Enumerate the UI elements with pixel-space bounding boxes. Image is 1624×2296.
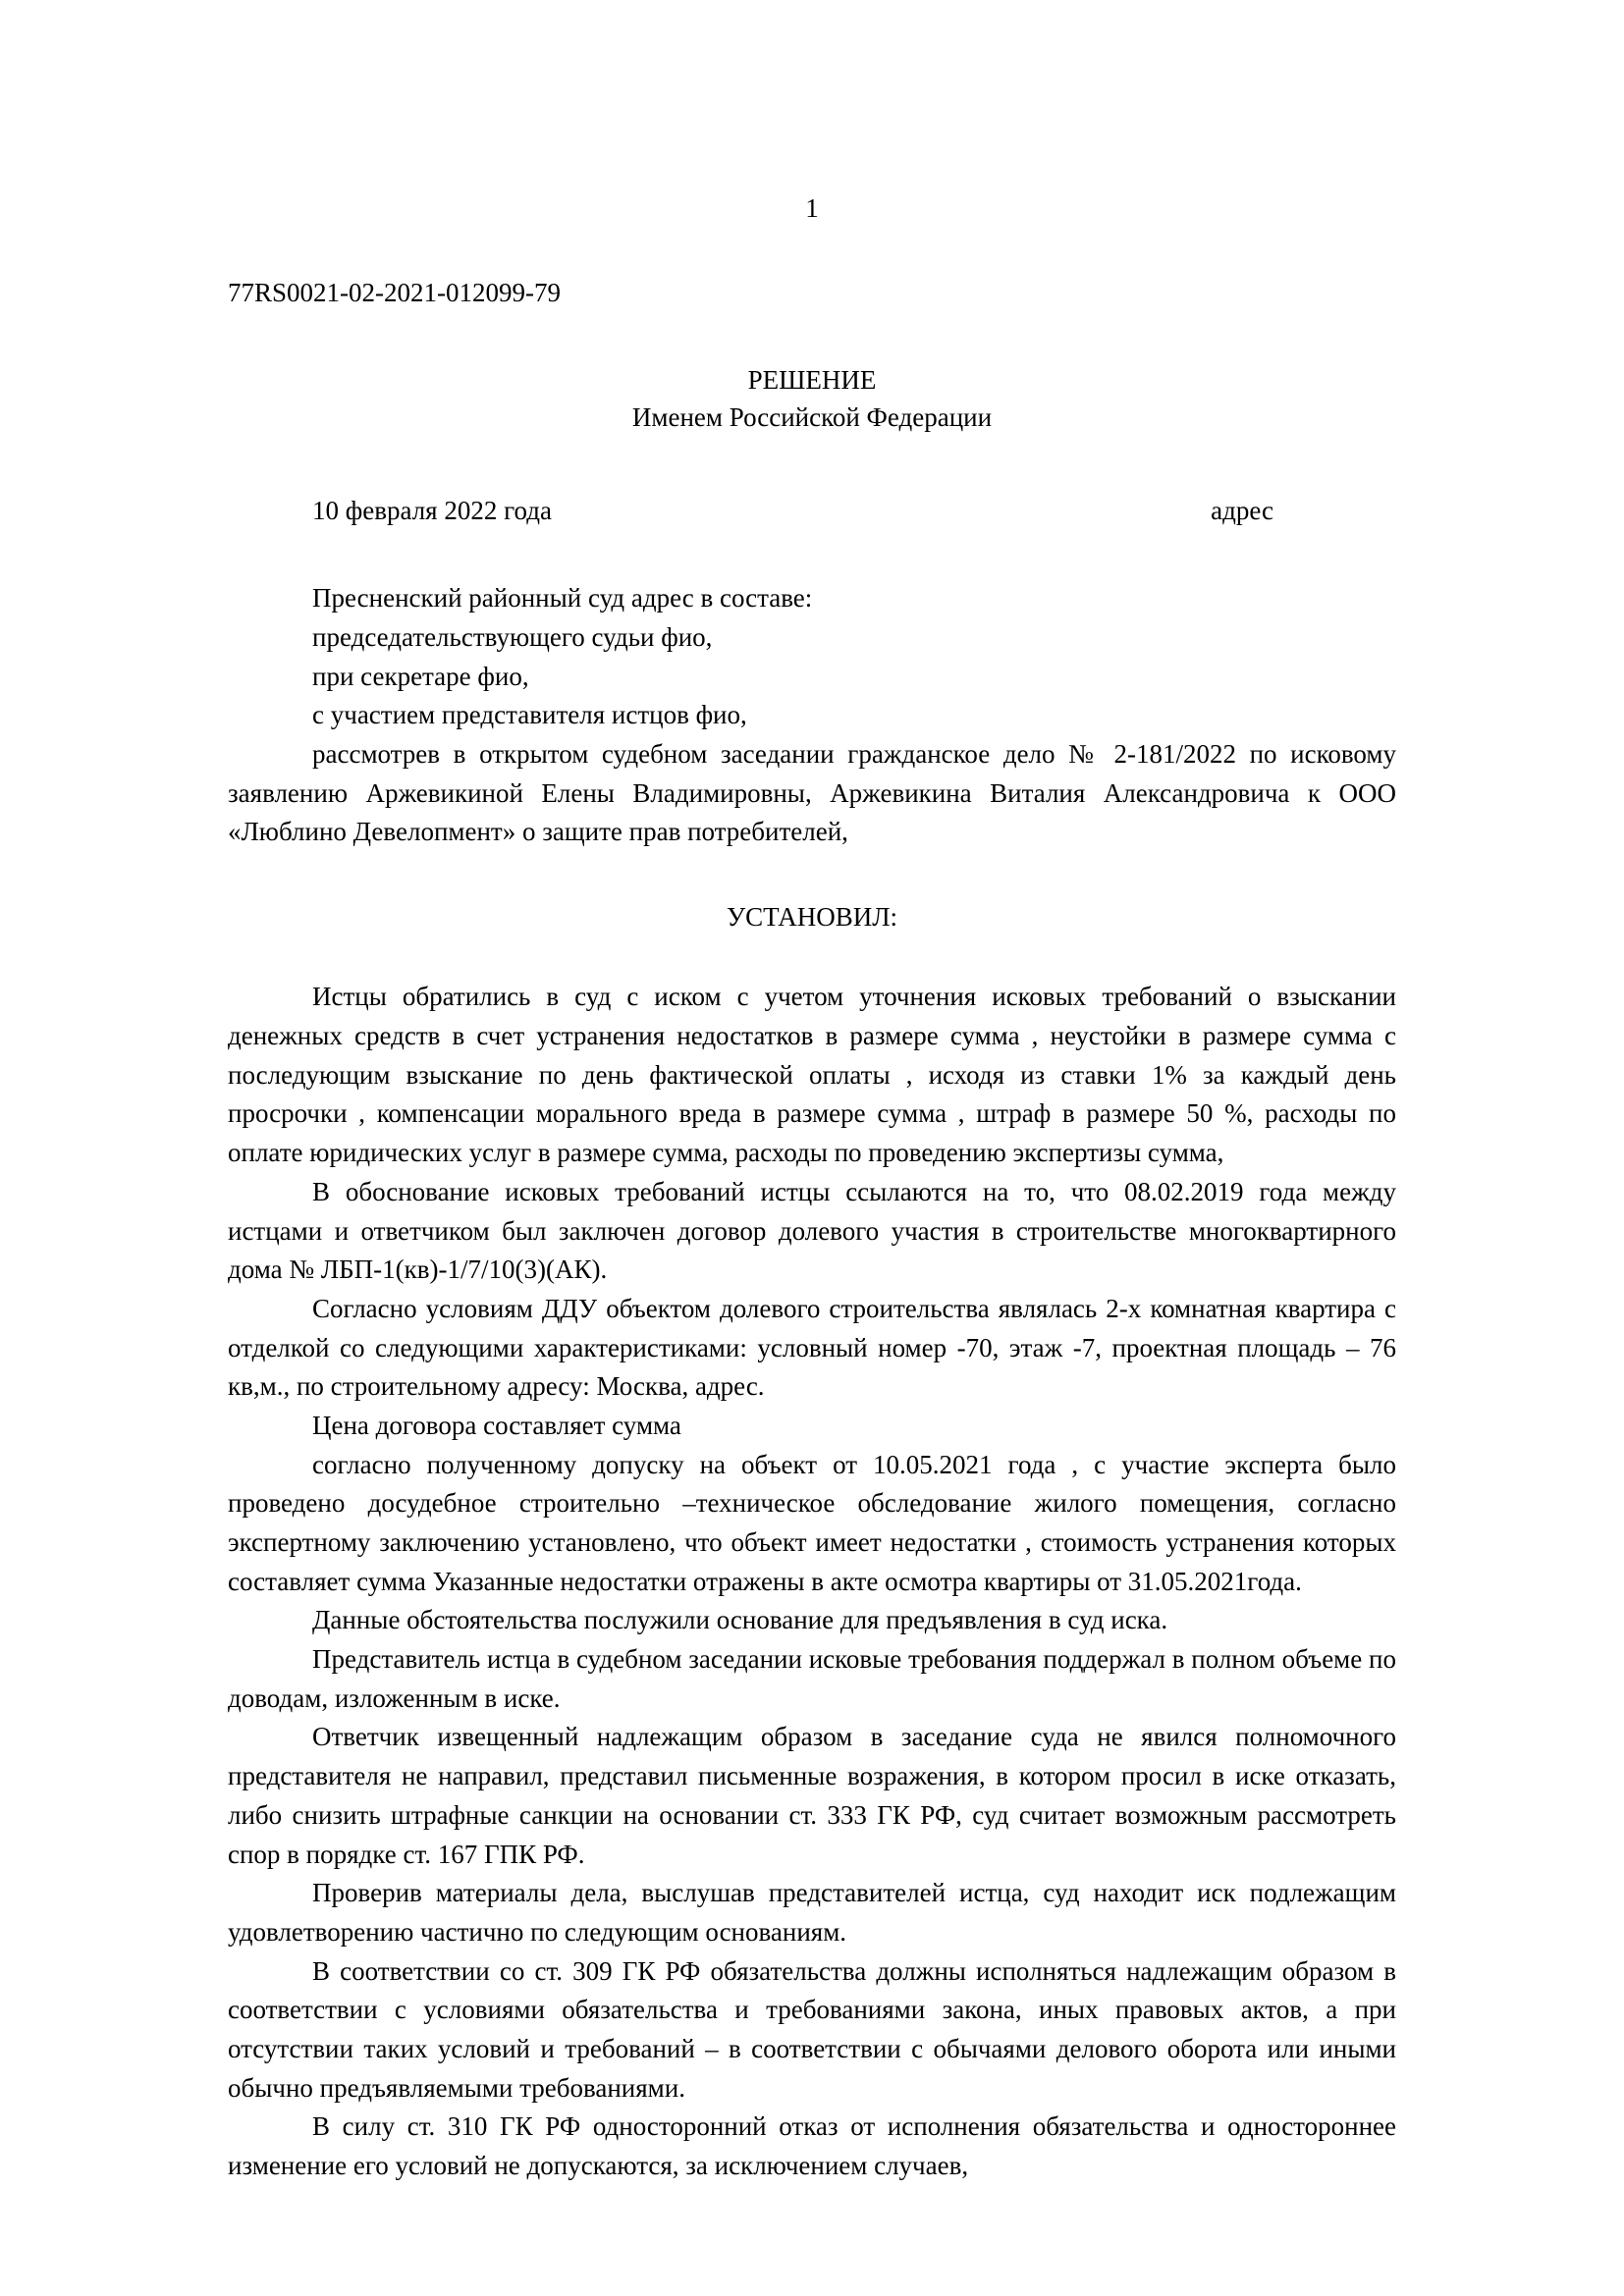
- body-paragraph: согласно полученному допуску на объект от 10.05.2021 года , с участие эксперта было проведено досудебное строительно –техническое обследование жилого помещения, согласно экспертному заключению установлено, что объект имеет недостатки , стоимость устранения которых составляет сумма Указанные недостатки отражены в акте осмотра квартиры от 31.05.2021года.: [228, 1449, 1396, 1596]
- case-number: 77RS0021-02-2021-012099-79: [228, 278, 561, 308]
- representative-line: с участием представителя истцов фио,: [312, 700, 747, 730]
- body-paragraph: Цена договора составляет сумма: [312, 1410, 681, 1440]
- body-paragraph: Согласно условиям ДДУ объектом долевого строительства являлась 2-х комнатная квартира с отделкой со следующими характеристиками: условный номер -70, этаж -7, проектная площадь – 76 кв,м., по строительному адресу: Москва, адрес.: [228, 1293, 1396, 1402]
- body-paragraph: В обоснование исковых требований истцы ссылаются на то, что 08.02.2019 года между истцами и ответчиком был заключен договор долевого участия в строительстве многоквартирного дома № ЛБП-1(кв)-1/7/10(3)(АК).: [228, 1176, 1396, 1285]
- decision-place: адрес: [1211, 495, 1273, 525]
- court-composition: [228, 579, 1396, 735]
- section-heading-ustanovil: УСТАНОВИЛ:: [726, 901, 898, 932]
- secretary-line: при секретаре фио,: [312, 661, 529, 691]
- body-paragraph: Истцы обратились в суд с иском с учетом уточнения исковых требований о взыскании денежных средств в счет устранения недостатков в размере сумма , неустойки в размере сумма с последующим взыскание по день фактической оплаты , исходя из ставки 1% за каждый день просрочки , компенсации морального вреда в размере сумма , штраф в размере 50 %, расходы по оплате юридических услуг в размере сумма, расходы по проведению экспертизы сумма,: [228, 982, 1396, 1168]
- intro-paragraph: рассмотрев в открытом судебном заседании гражданское дело № 2-181/2022 по исковому заявлению Аржевикиной Елены Владимировны, Аржевикина Виталия Александровича к ООО «Люблино Девелопмент» о защите прав потребителей,: [228, 738, 1396, 847]
- decision-date: 10 февраля 2022 года: [312, 495, 552, 525]
- body-paragraph: Представитель истца в судебном заседании исковые требования поддержал в полном объеме по доводам, изложенным в иске.: [228, 1644, 1396, 1713]
- body-paragraphs: [228, 978, 1396, 2185]
- judge-line: председательствующего судьи фио,: [312, 621, 713, 652]
- court-line: Пресненский районный суд адрес в составе:: [312, 583, 813, 614]
- document-subtitle: Именем Российской Федерации: [631, 402, 993, 433]
- document-title: РЕШЕНИЕ: [747, 364, 877, 395]
- page-number: 1: [805, 193, 819, 223]
- body-paragraph: В силу ст. 310 ГК РФ односторонний отказ от исполнения обязательства и одностороннее изменение его условий не допускаются, за исключением случаев,: [228, 2111, 1396, 2181]
- body-paragraph: Данные обстоятельства послужили основание для предъявления в суд иска.: [312, 1605, 1168, 1635]
- body-paragraph: Проверив материалы дела, выслушав представителей истца, суд находит иск подлежащим удовлетворению частично по следующим основаниям.: [228, 1878, 1396, 1947]
- body-paragraph: В соответствии со ст. 309 ГК РФ обязательства должны исполняться надлежащим образом в соответствии с условиями обязательства и требованиями закона, иных правовых актов, а при отсутствии таких условий и требований – в соответствии с обычаями делового оборота или иными обычно предъявляемыми требованиями.: [228, 1955, 1396, 2103]
- document-content: [228, 192, 1396, 2186]
- date-place-row: [228, 493, 1396, 528]
- body-paragraph: Ответчик извещенный надлежащим образом в заседание суда не явился полномочного представителя не направил, представил письменные возражения, в котором просил в иске отказать, либо снизить штрафные санкции на основании ст. 333 ГК РФ, суд считает возможным рассмотреть спор в порядке ст. 167 ГПК РФ.: [228, 1722, 1396, 1869]
